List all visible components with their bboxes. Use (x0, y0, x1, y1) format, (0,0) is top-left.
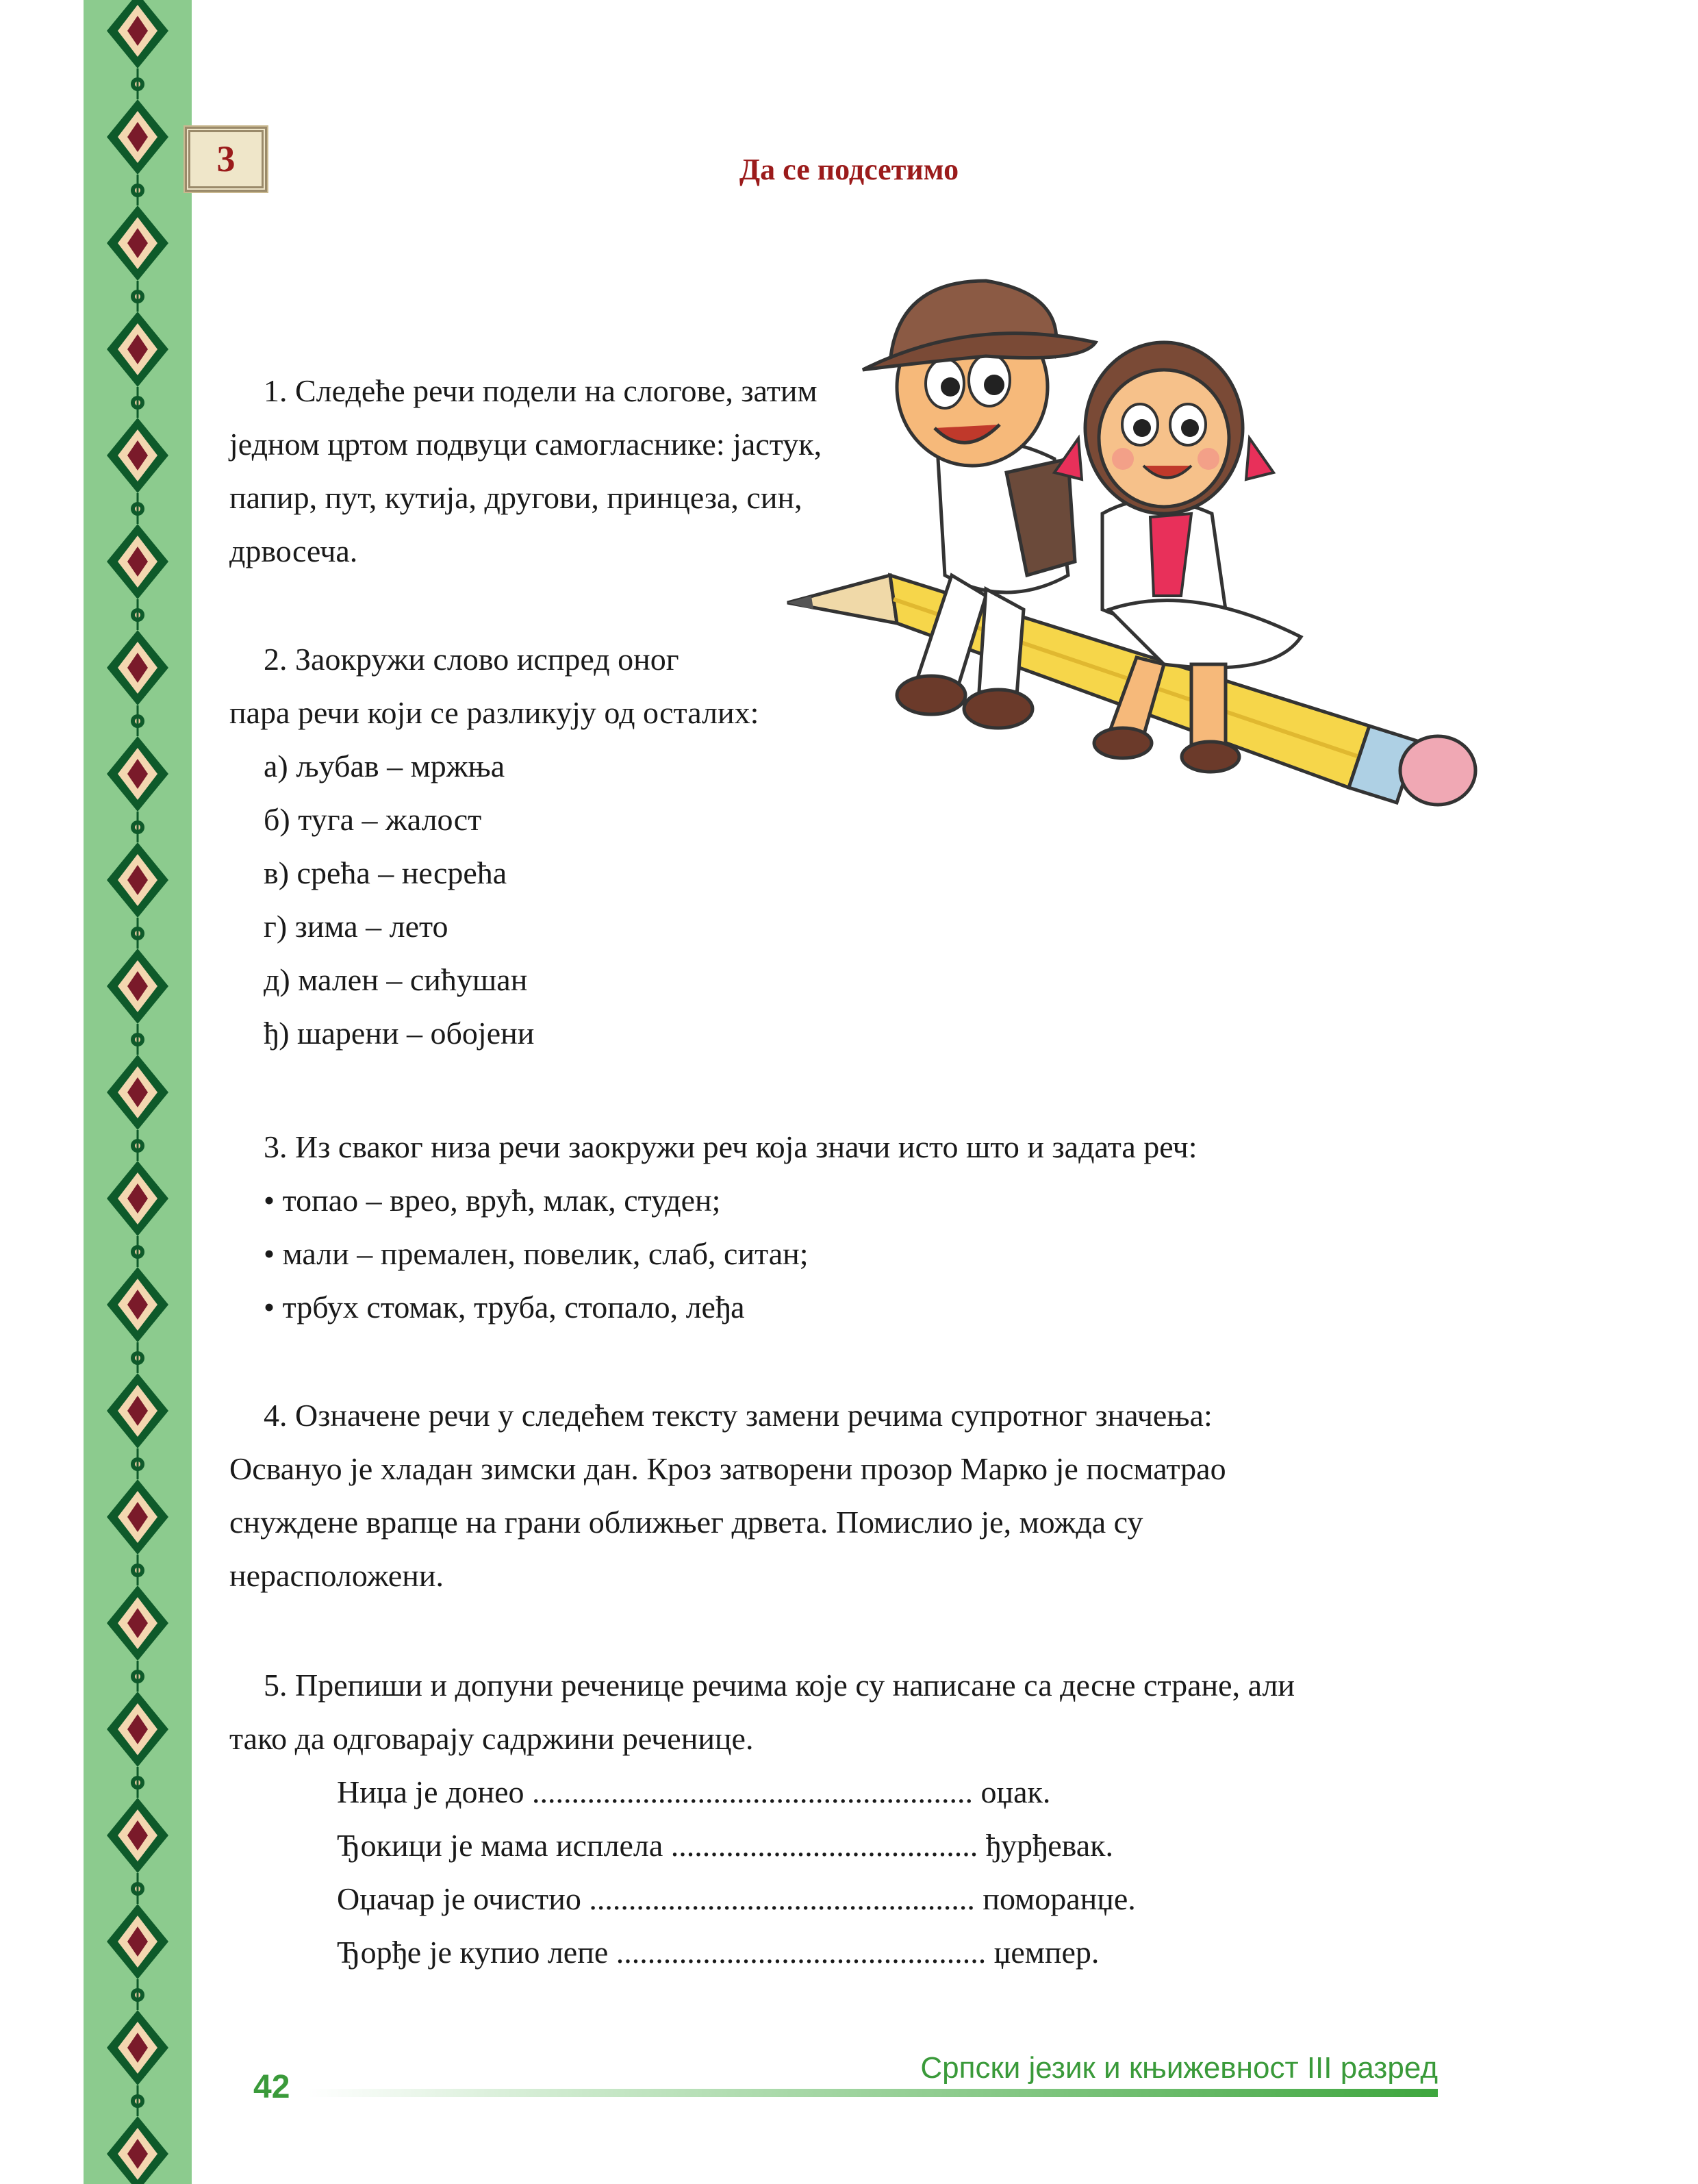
footer-divider (308, 2089, 1438, 2097)
task1-line: 1. Следеће речи подели на слогове, затим (264, 373, 818, 408)
children-on-pencil-illustration (781, 253, 1486, 815)
task4-line: нерасположени. (229, 1558, 444, 1593)
task2-line: пара речи који се разликују од осталих: (229, 695, 759, 730)
task2-option: г) зима – лето (264, 909, 448, 944)
lesson-number-badge (185, 127, 267, 192)
task5-sentence: Ђорђе је купио лепе ............................................... џемпер. (337, 1935, 1100, 1970)
page-number: 42 (253, 2069, 290, 2105)
task3-item: • мали – премален, повелик, слаб, ситан; (264, 1236, 809, 1271)
task5-line: 5. Препиши и допуни реченице речима које су написане са десне стране, али (264, 1668, 1295, 1703)
task1-line: једном цртом подвуци самогласнике: јастук, (229, 427, 822, 462)
task4-line: Освануо је хладан зимски дан. Кроз затворени прозор Марко је посматрао (229, 1451, 1226, 1486)
page-title: Да се подсетимо (739, 153, 959, 186)
task2-line: 2. Заокружи слово испред оног (264, 642, 679, 677)
task2-option: ђ) шарени – обојени (264, 1016, 535, 1051)
task2-option: д) мален – сићушан (264, 962, 528, 997)
task5-line: тако да одговарају садржини реченице. (229, 1721, 754, 1756)
task5-sentence: Оџачар је очистио ................................................. поморанџе. (337, 1881, 1136, 1916)
decorative-border-strip (84, 0, 192, 2184)
task3-line: 3. Из сваког низа речи заокружи реч која значи исто што и задата реч: (264, 1129, 1198, 1164)
task3-item: • топао – врео, врућ, млак, студен; (264, 1183, 721, 1218)
task5-sentence: Ниџа је донео ........................................................ оџак. (337, 1774, 1051, 1809)
task1-line: дрвосеча. (229, 534, 358, 568)
task2-option: б) туга – жалост (264, 802, 482, 837)
task5-sentence: Ђокици је мама исплела ....................................... ђурђевак. (337, 1828, 1114, 1863)
task3-item: • трбух стомак, труба, стопало, леђа (264, 1290, 745, 1325)
task4-line: снуждене врапце на грани оближњег дрвета. Помислио је, можда су (229, 1505, 1143, 1540)
task1-line: папир, пут, кутија, другови, принцеза, син, (229, 480, 802, 515)
book-title: Српски језик и књижевност III разред (920, 2051, 1438, 2085)
ornament-pattern (84, 0, 192, 2184)
lesson-number: 3 (216, 138, 236, 179)
task2-option: а) љубав – мржња (264, 749, 505, 783)
task2-option: в) срећа – несрећа (264, 855, 507, 890)
task4-line: 4. Означене речи у следећем тексту замени речима супротног значења: (264, 1398, 1213, 1433)
